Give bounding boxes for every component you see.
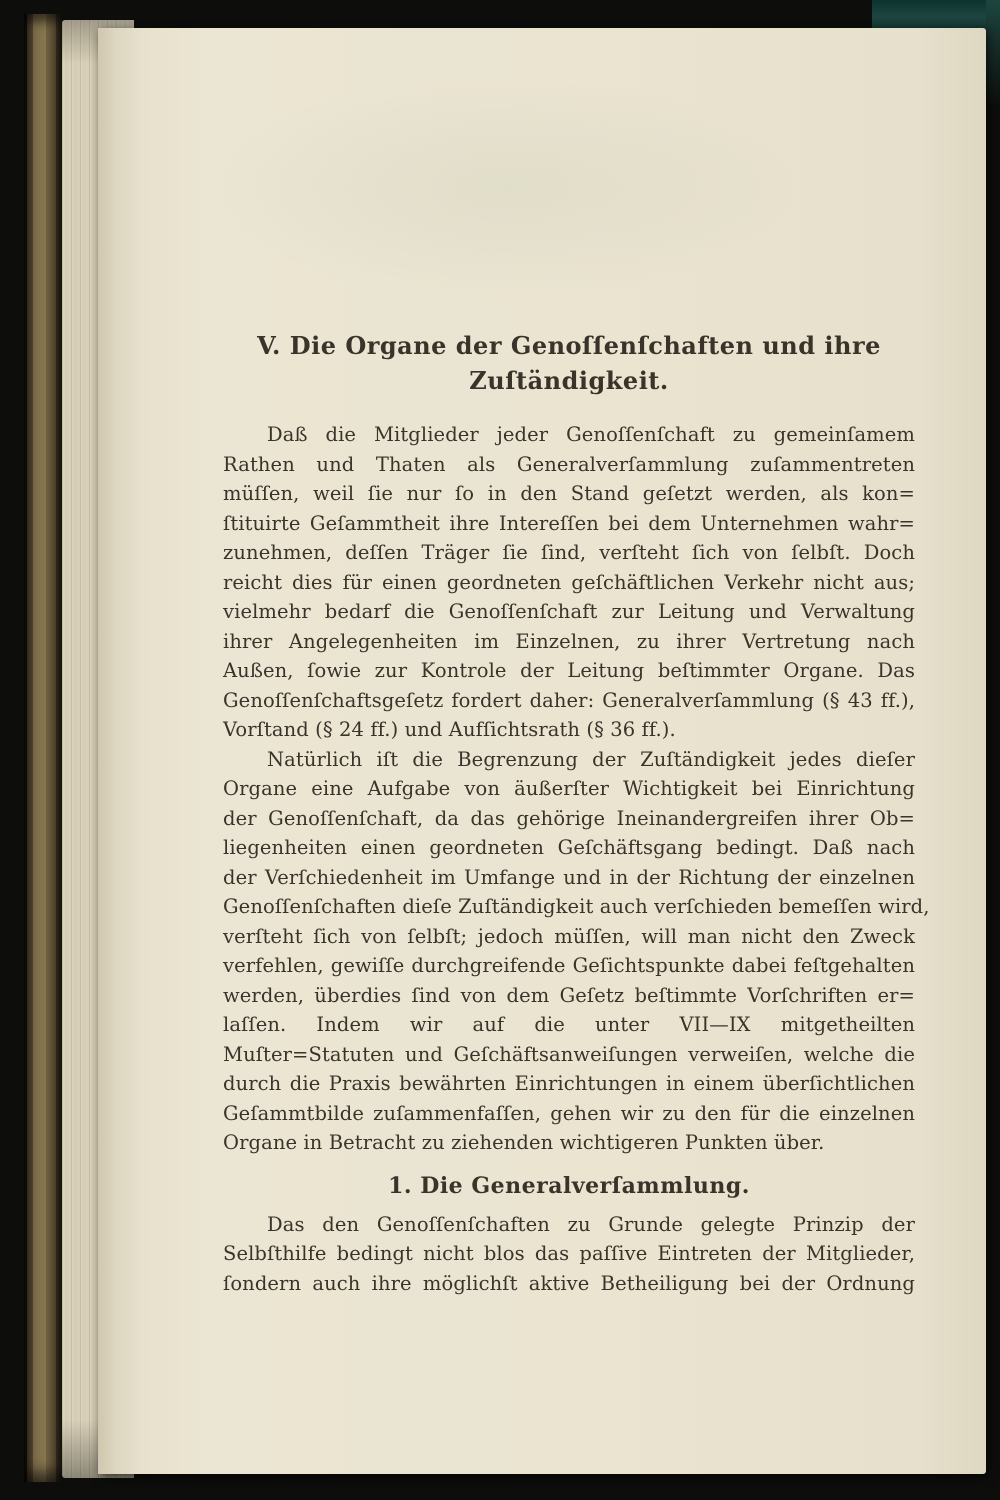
book-cover-spine	[24, 14, 62, 1482]
paragraph	[223, 420, 915, 745]
text-line: Genoſſenſchaften dieſe Zuſtändigkeit auch verſchieden bemeſſen wird,	[223, 895, 930, 918]
text-line: der Genoſſenſchaft, da das gehörige Ineinandergreifen ihrer Ob=	[223, 806, 915, 830]
text-line: Zuſtändigkeit.	[469, 366, 669, 395]
text-line: verſteht ſich von ſelbſt; jedoch müſſen, will man nicht den Zweck	[223, 924, 915, 948]
text-line: Daß die Mitglieder jeder Genoſſenſchaft zu gemeinſamem	[267, 423, 915, 446]
text-line: werden, überdies ſind von dem Geſetz beſtimmte Vorſchriften er=	[223, 983, 915, 1007]
text-line: 1. Die Generalverſammlung.	[388, 1172, 750, 1199]
text-block	[223, 328, 930, 1298]
chapter-heading	[223, 328, 915, 398]
text-line: ihrer Angelegenheiten im Einzelnen, zu ihrer Vertretung nach	[223, 629, 915, 653]
text-line: Vorſtand (§ 24 ff.) und Aufſichtsrath (§ 36 ff.).	[223, 718, 676, 741]
text-line: Muſter=Statuten und Geſchäftsanweiſungen verweiſen, welche die	[223, 1042, 915, 1066]
text-line: ſtituirte Geſammtheit ihre Intereſſen bei dem Unternehmen wahr=	[223, 511, 915, 535]
text-line: Organe in Betracht zu ziehenden wichtigeren Punkten über.	[223, 1131, 825, 1154]
text-line: Organe eine Aufgabe von äußerſter Wichtigkeit bei Einrichtung	[223, 777, 915, 800]
background-book-edge-side	[986, 0, 1000, 120]
text-line: vielmehr bedarf die Genoſſenſchaft zur Leitung und Verwaltung	[223, 600, 915, 623]
text-line: Natürlich iſt die Begrenzung der Zuſtändigkeit jedes dieſer	[267, 747, 915, 771]
text-line: müſſen, weil ſie nur ſo in den Stand geſetzt werden, als kon=	[223, 482, 915, 505]
text-line: Das den Genoſſenſchaften zu Grunde gelegte Prinzip der	[267, 1212, 915, 1236]
text-line: Außen, ſowie zur Kontrole der Leitung beſtimmter Organe. Das	[223, 659, 915, 682]
text-line: liegenheiten einen geordneten Geſchäftsgang bedingt. Daß nach	[223, 836, 915, 859]
background-book-edge	[872, 0, 1000, 30]
text-line: Genoſſenſchaftsgeſetz fordert daher: Generalverſammlung (§ 43 ff.),	[223, 688, 915, 712]
text-line: Rathen und Thaten als Generalverſammlung zuſammentreten	[223, 452, 915, 476]
text-line: reicht dies für einen geordneten geſchäftlichen Verkehr nicht aus;	[223, 570, 915, 594]
text-line: Selbſthilfe bedingt nicht blos das paſſive Eintreten der Mitglieder,	[223, 1242, 915, 1265]
text-line: laſſen. Indem wir auf die unter VII—IX mitgetheilten	[223, 1013, 915, 1036]
book-page	[98, 28, 986, 1474]
paragraph	[223, 1210, 915, 1299]
text-line: ſondern auch ihre möglichſt aktive Betheiligung bei der Ordnung	[223, 1271, 915, 1295]
text-line: Geſammtbilde zuſammenfaſſen, gehen wir zu den für die einzelnen	[223, 1101, 915, 1125]
text-line: V. Die Organe der Genoſſenſchaften und ihre	[257, 331, 881, 360]
section-heading	[223, 1170, 915, 1202]
text-line: verfehlen, gewiſſe durchgreifende Geſichtspunkte dabei feſtgehalten	[223, 954, 915, 977]
paragraph	[223, 745, 930, 1158]
text-line: zunehmen, deſſen Träger ſie ſind, verſteht ſich von ſelbſt. Doch	[223, 541, 915, 564]
text-line: durch die Praxis bewährten Einrichtungen in einem überſichtlichen	[223, 1072, 915, 1095]
text-line: der Verſchiedenheit im Umfange und in der Richtung der einzelnen	[223, 865, 915, 889]
